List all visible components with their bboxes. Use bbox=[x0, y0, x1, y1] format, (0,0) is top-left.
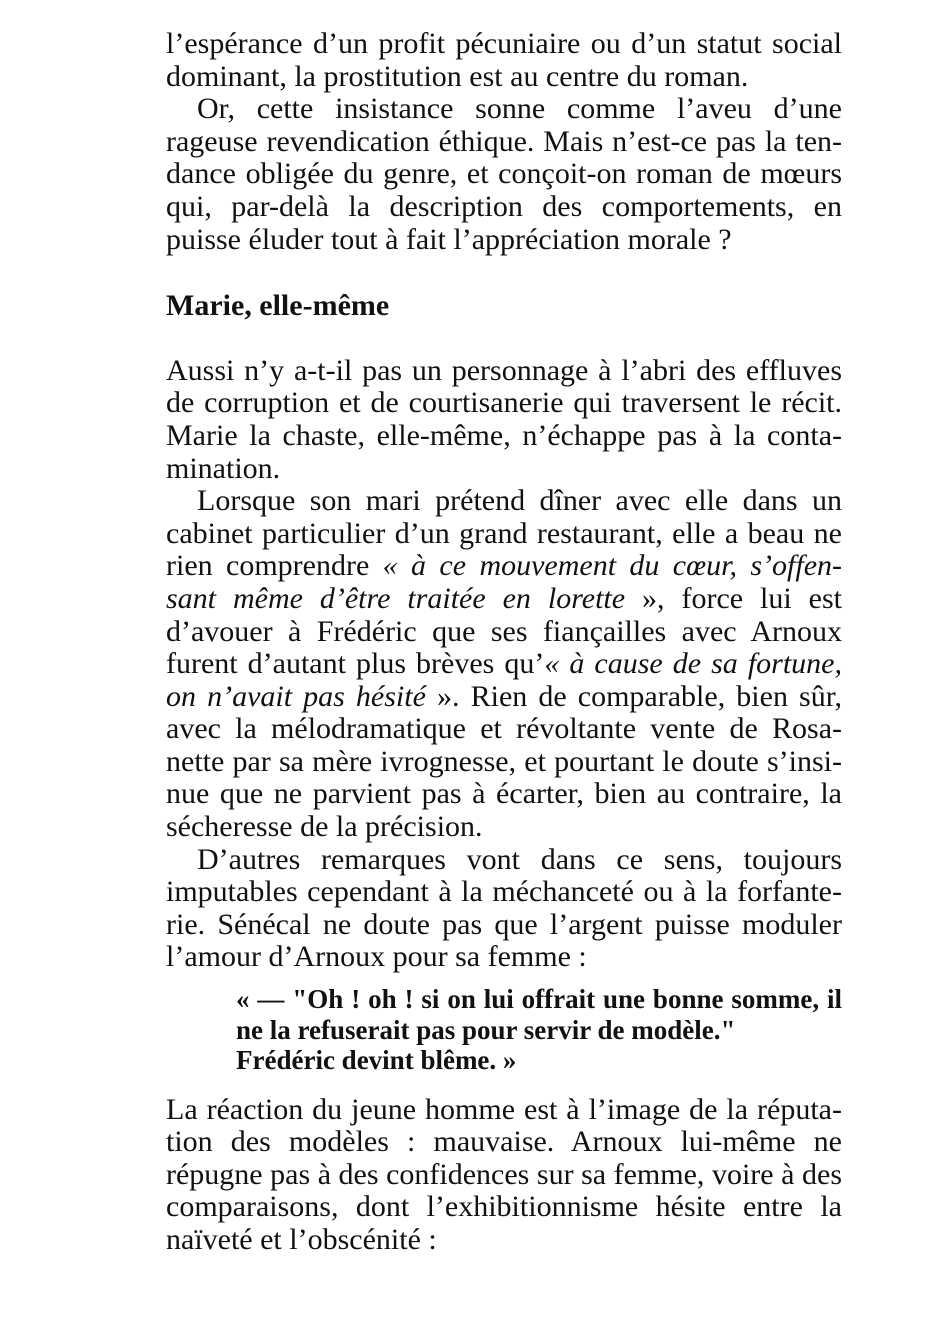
text-line bbox=[166, 681, 842, 714]
text-line: dominant, la prostitution est au centre du roman. bbox=[166, 59, 749, 93]
quoted-italic: « à ce mouvement du cœur, s’offen- bbox=[382, 549, 843, 583]
text-line: La réaction du jeune homme est à l’image de la réputa- bbox=[166, 1092, 842, 1126]
text-line bbox=[166, 550, 842, 583]
text-line: l’amour d’Arnoux pour sa femme : bbox=[166, 940, 587, 974]
text-line: rageuse revendication éthique. Mais n’est-ce pas la ten- bbox=[166, 124, 842, 158]
text-run: rien comprendre bbox=[166, 549, 383, 583]
text-run: furent d’autant plus brèves qu’ bbox=[166, 647, 545, 681]
text-run: », force lui est bbox=[625, 581, 842, 615]
quoted-italic: « à cause de sa fortune, bbox=[544, 647, 842, 681]
block-quote bbox=[236, 984, 842, 1076]
paragraph-insistance bbox=[166, 93, 842, 256]
text-line: répugne pas à des confidences sur sa femme, voire à des bbox=[166, 1157, 842, 1191]
text-line: Aussi n’y a-t-il pas un personnage à l’abri des effluves bbox=[166, 353, 842, 387]
text-run: ». Rien de comparable, bien sûr, bbox=[425, 679, 842, 713]
text-line: l’espérance d’un profit pécuniaire ou d’un statut social bbox=[166, 27, 842, 60]
quote-line: ne la refuserait pas pour servir de modèle." bbox=[236, 1014, 736, 1045]
text-line: nette par sa mère ivrognesse, et pourtant le doute s’insi- bbox=[166, 744, 842, 778]
text-line bbox=[166, 583, 842, 616]
text-line: de corruption et de courtisanerie qui traversent le récit. bbox=[166, 386, 842, 420]
text-line: naïveté et l’obscénité : bbox=[166, 1222, 437, 1256]
paragraph-restaurant bbox=[166, 485, 842, 844]
quoted-italic: on n’avait pas hésité bbox=[166, 679, 426, 713]
text-line: sécheresse de la précision. bbox=[166, 810, 483, 844]
text-line: comparaisons, dont l’exhibitionnisme hésite entre la bbox=[166, 1190, 842, 1224]
text-line: avec la mélodramatique et révoltante vente de Rosa- bbox=[166, 712, 842, 746]
text-line: rie. Sénécal ne doute pas que l’argent puisse moduler bbox=[166, 907, 842, 941]
text-line: cabinet particulier d’un grand restaurant, elle a beau ne bbox=[166, 516, 842, 550]
paragraph-corruption bbox=[166, 355, 842, 485]
text-line: dance obligée du genre, et conçoit-on roman de mœurs bbox=[166, 157, 842, 191]
text-line: D’autres remarques vont dans ce sens, toujours bbox=[197, 842, 842, 876]
page-body bbox=[166, 28, 842, 1257]
text-line: puisse éluder tout à fait l’appréciation morale ? bbox=[166, 222, 732, 256]
text-line: Marie la chaste, elle-même, n’échappe pas à la conta- bbox=[166, 418, 842, 452]
quoted-italic: sant même d’être traitée en lorette bbox=[166, 581, 626, 615]
quote-line: « — "Oh ! oh ! si on lui offrait une bonne somme, il bbox=[236, 984, 842, 1015]
text-line: mination. bbox=[166, 451, 281, 485]
text-line: imputables cependant à la méchanceté ou à la forfante- bbox=[166, 875, 842, 909]
section-heading: Marie, elle-même bbox=[166, 289, 390, 323]
paragraph-remarques bbox=[166, 844, 842, 974]
text-line: nue que ne parvient pas à écarter, bien au contraire, la bbox=[166, 777, 842, 811]
paragraph-reaction bbox=[166, 1094, 842, 1257]
text-line: Or, cette insistance sonne comme l’aveu d’une bbox=[197, 92, 842, 126]
text-line: tion des modèles : mauvaise. Arnoux lui-même ne bbox=[166, 1125, 842, 1159]
text-line: d’avouer à Frédéric que ses fiançailles avec Arnoux bbox=[166, 614, 842, 648]
intro-paragraph bbox=[166, 28, 842, 93]
quote-line: Frédéric devint blême. » bbox=[236, 1045, 517, 1076]
text-line: qui, par-delà la description des comportements, en bbox=[166, 189, 842, 223]
text-line: Lorsque son mari prétend dîner avec elle dans un bbox=[197, 484, 842, 518]
text-line bbox=[166, 648, 842, 681]
